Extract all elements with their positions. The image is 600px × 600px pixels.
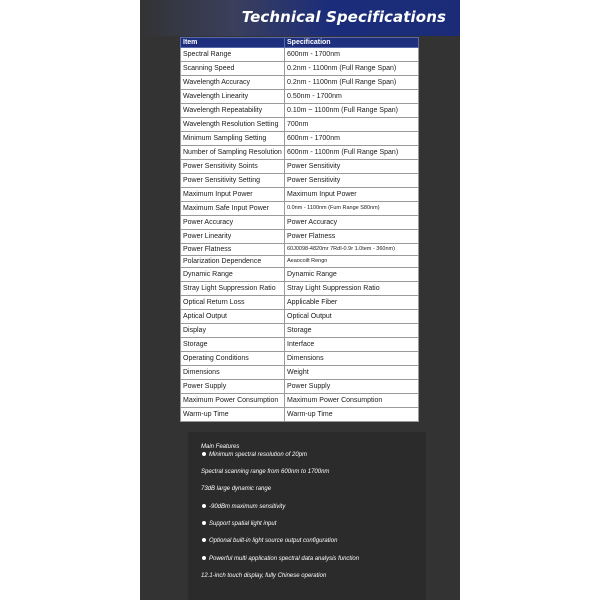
specification-cell: Power Supply [285,380,419,394]
specification-cell: Weight [285,366,419,380]
feature-item: Powerful multi application spectral data analysis function [202,556,359,562]
specification-cell: Warm-up Time [285,408,419,422]
specification-cell: 0.0nm - 1100nm (Fum Range S80nm) [285,202,419,216]
item-cell: Wavelength Repeatability [181,104,285,118]
table-row [181,366,419,380]
specifications-table [180,37,419,422]
table-row [181,174,419,188]
table-row [181,296,419,310]
item-cell: Minimum Sampling Setting [181,132,285,146]
specification-cell: Maximum Power Consumption [285,394,419,408]
item-cell: Power Linearity [181,230,285,244]
item-cell: Wavelength Linearity [181,90,285,104]
specification-cell: Interface [285,338,419,352]
specification-cell: Power Sensitivity [285,174,419,188]
table-header-row [181,38,419,48]
item-cell: Power Supply [181,380,285,394]
specification-cell: Maximum Input Power [285,188,419,202]
table-row [181,104,419,118]
table-row [181,268,419,282]
table-row [181,216,419,230]
specification-cell: Applicable Fiber [285,296,419,310]
feature-item: Optional built-in light source output configuration [202,538,337,544]
item-cell: Number of Sampling Resolution [181,146,285,160]
item-cell: Polarization Dependence [181,256,285,268]
specification-cell: Stray Light Suppression Ratio [285,282,419,296]
item-cell: Warm-up Time [181,408,285,422]
item-cell: Storage [181,338,285,352]
feature-item: Minimum spectral resolution of 20pm [202,452,307,458]
item-cell: Maximum Power Consumption [181,394,285,408]
specification-cell: 0.10m ~ 1100nm (Full Range Span) [285,104,419,118]
table-row [181,408,419,422]
item-cell: Wavelength Resolution Setting [181,118,285,132]
item-cell: Dimensions [181,366,285,380]
item-cell: Stray Light Suppression Ratio [181,282,285,296]
item-cell: Power Accuracy [181,216,285,230]
item-cell: Operating Conditions [181,352,285,366]
specification-cell: Aeaocoilt Rengn [285,256,419,268]
main-features-box [188,432,426,600]
column-header-item: Item [181,38,285,48]
specification-cell: 600nm - 1700nm [285,48,419,62]
table-row [181,48,419,62]
item-cell: Power Flatness [181,244,285,256]
table-row [181,76,419,90]
specification-cell: Dimensions [285,352,419,366]
bullet-icon [202,556,206,560]
table-body [181,48,419,422]
specification-cell: Power Flatness [285,230,419,244]
bullet-icon [202,521,206,525]
item-cell: Display [181,324,285,338]
table-row [181,256,419,268]
specification-cell: Storage [285,324,419,338]
table-row [181,338,419,352]
table-row [181,202,419,216]
table-row [181,380,419,394]
item-cell: Dynamic Range [181,268,285,282]
item-cell: Maximum Input Power [181,188,285,202]
column-header-specification: Specification [285,38,419,48]
bullet-icon [202,538,206,542]
table-row [181,62,419,76]
item-cell: Optical Return Loss [181,296,285,310]
table-row [181,352,419,366]
table-row [181,160,419,174]
bullet-icon [202,504,206,508]
table-row [181,324,419,338]
specification-cell: 0.2nm - 1100nm (Full Range Span) [285,62,419,76]
specification-cell: 60J0098-4820mr 7RdI-0.9r 1.0tem - 360nm) [285,244,419,256]
table-row [181,188,419,202]
feature-item: Spectral scanning range from 600nm to 1700nm [201,469,330,475]
table-row [181,132,419,146]
spec-panel [140,0,460,600]
specification-cell: 700nm [285,118,419,132]
feature-item: -90dBm maximum sensitivity [202,504,285,510]
specification-cell: Optical Output [285,310,419,324]
bullet-icon [202,452,206,456]
specification-cell: Power Accuracy [285,216,419,230]
table-row [181,394,419,408]
feature-item: 12.1-inch touch display, fully Chinese operation [201,573,327,579]
item-cell: Wavelength Accuracy [181,76,285,90]
table-row [181,90,419,104]
table-row [181,282,419,296]
item-cell: Maximum Safe Input Power [181,202,285,216]
specification-cell: 0.50nm - 1700nm [285,90,419,104]
item-cell: Spectral Range [181,48,285,62]
specification-cell: 0.2nm - 1100nm (Full Range Span) [285,76,419,90]
title-bar [140,0,460,36]
item-cell: Power Sensitivity Setting [181,174,285,188]
page-title: Technical Specifications [241,8,446,26]
features-heading: Main Features [201,444,240,450]
specification-cell: Dynamic Range [285,268,419,282]
table-row [181,230,419,244]
item-cell: Power Sensitivity Soints [181,160,285,174]
table-row [181,310,419,324]
item-cell: Scanning Speed [181,62,285,76]
feature-item: 73dB large dynamic range [201,486,272,492]
specification-cell: Power Sensitivity [285,160,419,174]
table-row [181,118,419,132]
table-row [181,146,419,160]
feature-item: Support spatial light input [202,521,276,527]
specification-cell: 600nm - 1700nm [285,132,419,146]
item-cell: Aptical Output [181,310,285,324]
specification-cell: 600nm - 1100nm (Full Range Span) [285,146,419,160]
table-row [181,244,419,256]
